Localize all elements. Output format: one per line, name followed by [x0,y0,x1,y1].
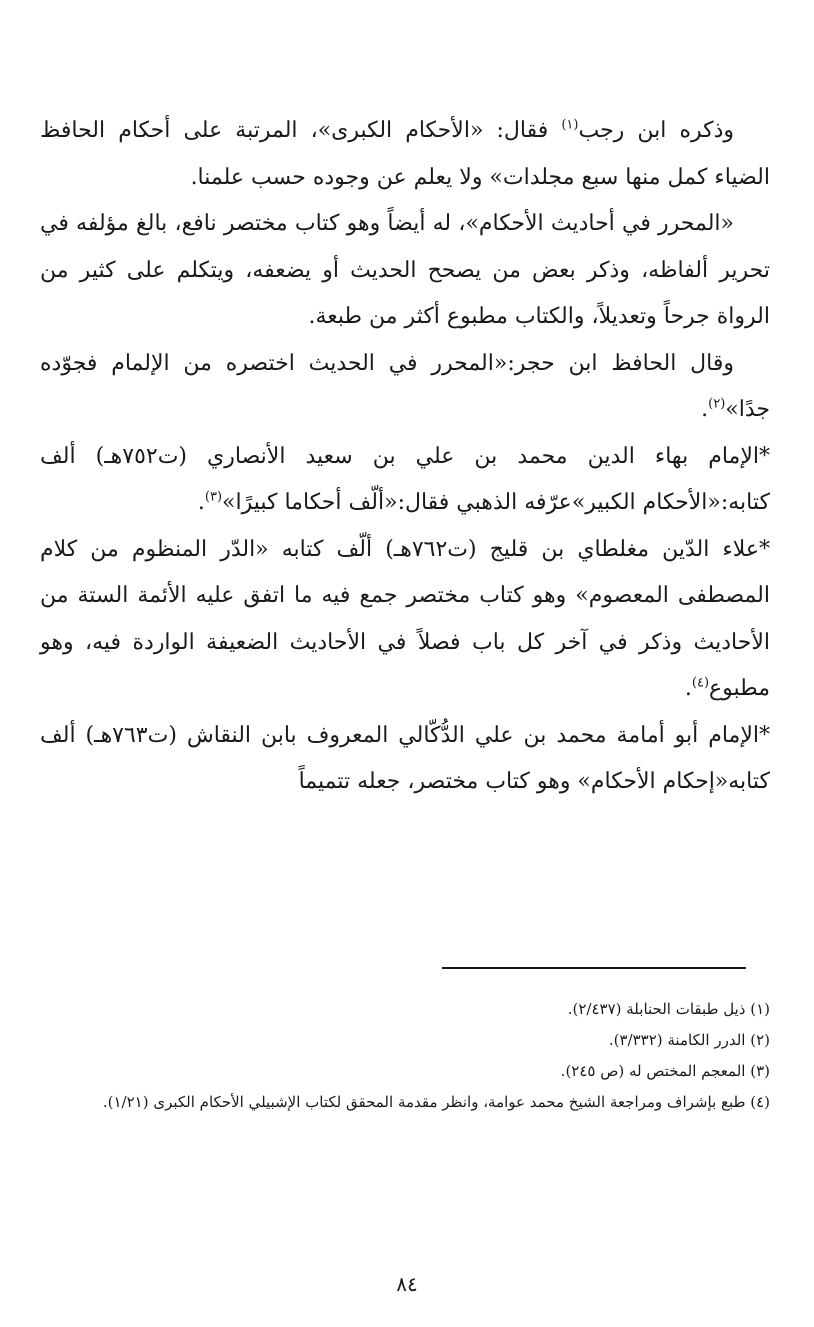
footnote-1: (١) ذيل طبقات الحنابلة (٢/٤٣٧). [567,1000,770,1018]
footnote-ref-3: (٣) [204,489,223,505]
paragraph-text-rest: . [197,490,205,515]
paragraph-ibn-rajab [40,108,770,201]
paragraph-text: وذكره ابن رجب [578,118,735,143]
footnote-ref-1: (١) [561,117,579,133]
paragraph-bahaa-al-din [40,434,770,527]
footnote-divider [442,967,746,969]
footnote-ref-2: (٢) [708,396,726,412]
footnote-4: (٤) طبع بإشراف ومراجعة الشيخ محمد عوامة، وانظر مقدمة المحقق لكتاب الإشبيلي الأحكام الكبرى (١/٢١). [102,1093,770,1111]
footnotes [40,994,770,1118]
paragraph-text-rest: . [684,676,692,701]
paragraph-text: وقال الحافظ ابن حجر:«المحرر في الحديث اختصره من الإلمام فجوّده جدًا» [40,350,770,422]
paragraph-ibn-al-naqqash [40,713,770,806]
paragraph-text: «المحرر في أحاديث الأحكام»، له أيضاً وهو كتاب مختصر نافع، بالغ مؤلفه في تحرير ألفاظه، وذكر بعض من يصحح الحديث أو يضعفه، ويتكلم على كثير من الرواة جرحاً وتعديلاً، والكتاب مطبوع أكثر من طبعة. [40,211,770,329]
footnote-2: (٢) الدرر الكامنة (٣/٣٣٢). [608,1031,770,1049]
paragraph-text-rest: فقال: «الأحكام الكبرى»، المرتبة على أحكام الحافظ الضياء كمل منها سبع مجلدات» ولا يعلم عن وجوده حسب علمنا. [40,118,770,190]
footnote-ref-4: (٤) [691,675,710,691]
paragraph-mughlatai [40,527,770,713]
paragraph-text: *الإمام بهاء الدين محمد بن علي بن سعيد الأنصاري (ت٧٥٢هـ) ألف كتابه:«الأحكام الكبير»عرّفه الذهبي فقال:«ألّف أحكاما كبيرًا» [40,443,770,515]
main-text [40,108,770,806]
paragraph-ibn-hajar [40,341,770,434]
paragraph-text: *علاء الدّين مغلطاي بن قليج (ت٧٦٢هـ) ألّف كتابه «الدّر المنظوم من كلام المصطفى المعصوم» وهو كتاب مختصر جمع فيه ما اتفق عليه الأئمة الستة من الأحاديث وذكر في آخر كل باب فصلاً في الأحاديث الضعيفة الواردة فيه، وهو مطبوع [40,536,770,701]
page-number: ٨٤ [396,1272,418,1296]
footnote-3: (٣) المعجم المختص له (ص ٢٤٥). [560,1062,770,1080]
paragraph-al-muharrar [40,201,770,341]
paragraph-text-rest: . [701,397,709,422]
paragraph-text: *الإمام أبو أمامة محمد بن علي الدُّكّالي المعروف بابن النقاش (ت٧٦٣هـ) ألف كتابه«إحكام الأحكام» وهو كتاب مختصر، جعله تتميماً [40,722,770,794]
